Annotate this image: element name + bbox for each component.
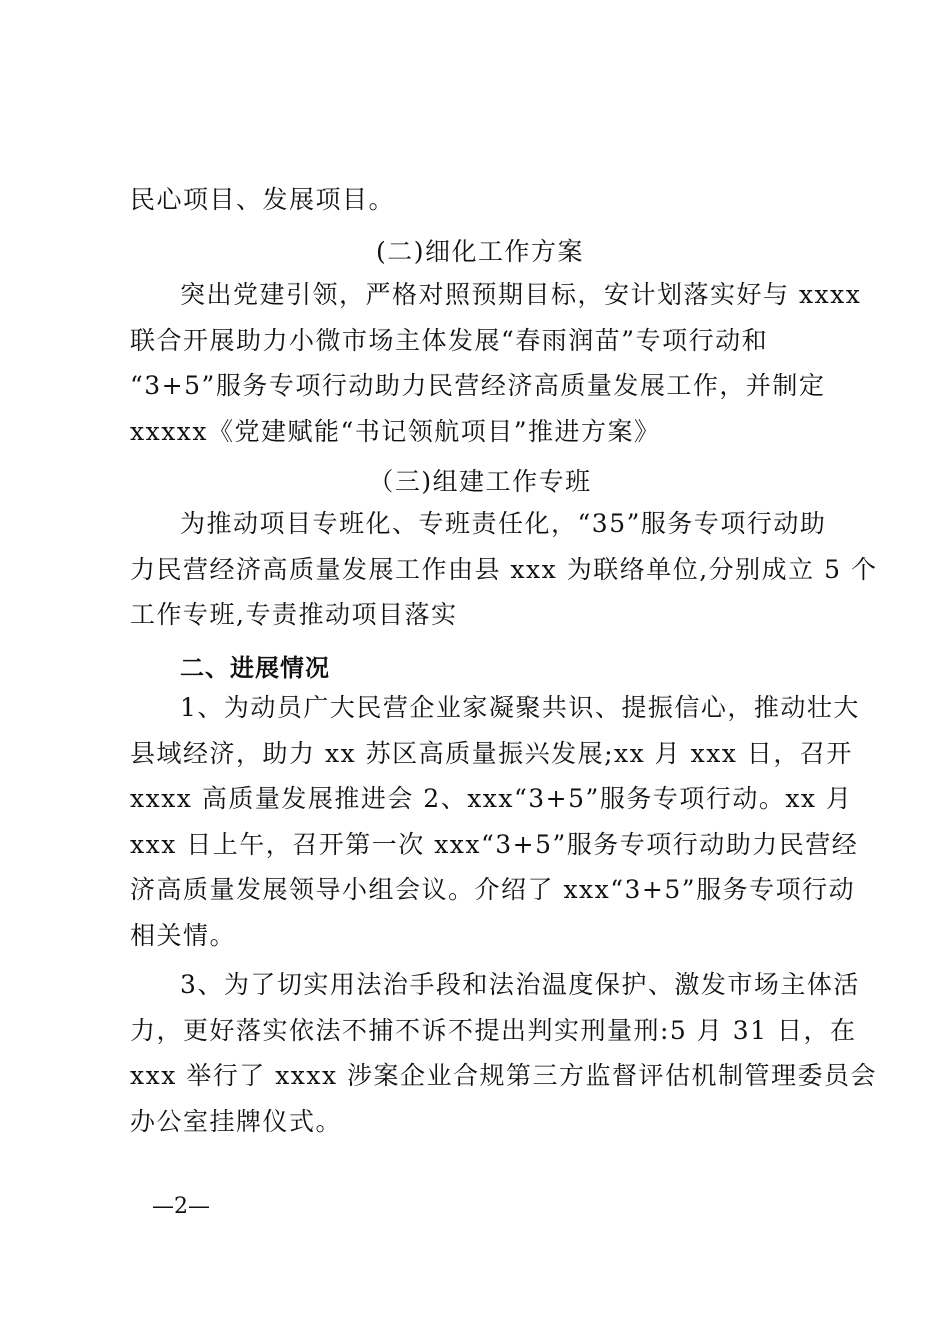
section-2-paragraph	[130, 272, 862, 454]
text-line: 联合开展助力小微市场主体发展“春雨润苗”专项行动和	[130, 325, 769, 355]
progress-paragraph-3	[130, 962, 878, 1144]
text-line: 相关情。	[130, 920, 237, 950]
section-3-paragraph	[130, 501, 878, 638]
text-line: 突出党建引领，严格对照预期目标，安计划落实好与 xxxx	[180, 280, 862, 309]
intro-paragraph	[130, 177, 830, 223]
section-heading-task-force: （三)组建工作专班	[368, 467, 592, 496]
text-line: 力民营经济高质量发展工作由县 xxx 为联络单位,分别成立 5 个	[130, 554, 878, 584]
text-line: xxxxx《党建赋能“书记领航项目”推进方案》	[130, 416, 661, 446]
page-number: —2—	[152, 1194, 210, 1219]
section-heading-progress: 二、进展情况	[180, 654, 330, 682]
text-line: xxx 举行了 xxxx 涉案企业合规第三方监督评估机制管理委员会	[130, 1061, 878, 1091]
text-line: 县域经济，助力 xx 苏区高质量振兴发展;xx 月 xxx 日，召开	[130, 738, 853, 768]
text-line: 为推动项目专班化、专班责任化，“35”服务专项行动助	[180, 509, 827, 538]
text-line: 民心项目、发展项目。	[130, 185, 396, 214]
text-line: 3、为了切实用法治手段和法治温度保护、激发市场主体活	[180, 970, 860, 999]
text-line: 办公室挂牌仪式。	[130, 1106, 343, 1136]
text-line: “3+5”服务专项行动助力民营经济高质量发展工作，并制定	[130, 371, 826, 401]
text-line: 济高质量发展领导小组会议。介绍了 xxx“3+5”服务专项行动	[130, 875, 856, 905]
text-line: 工作专班,专责推动项目落实	[130, 600, 458, 630]
progress-paragraph-1	[130, 685, 860, 959]
text-line: xxx 日上午，召开第一次 xxx“3+5”服务专项行动助力民营经	[130, 829, 859, 859]
section-heading-refine-plan: (二)细化工作方案	[375, 237, 584, 266]
text-line: 力，更好落实依法不捕不诉不提出判实刑量刑:5 月 31 日，在	[130, 1015, 857, 1045]
text-line: xxxx 高质量发展推进会 2、xxx“3+5”服务专项行动。xx 月	[130, 784, 853, 814]
text-line: 1、为动员广大民营企业家凝聚共识、提振信心，推动壮大	[180, 693, 860, 722]
